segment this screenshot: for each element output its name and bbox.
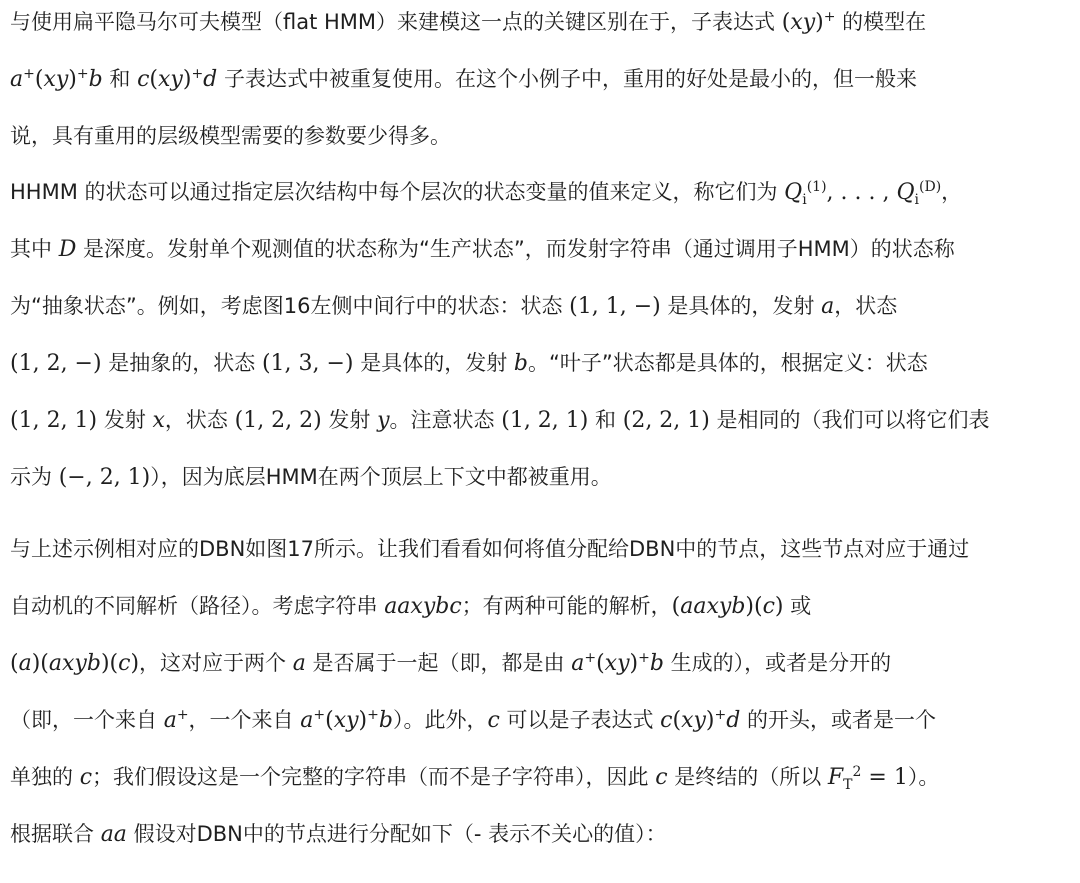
math-run: a <box>18 651 32 676</box>
math-run: , . . . , <box>826 180 897 205</box>
text-run: 是抽象的，状态 <box>101 351 262 375</box>
math-run: c <box>79 765 93 790</box>
text-line <box>10 755 1070 812</box>
math-run: (−, 2, 1) <box>58 465 151 490</box>
text-run: ；有两种可能的解析， <box>461 594 672 618</box>
text-run: 子表达式中被重复使用。在这个小例子中，重用的好处是最小的，但一般来 <box>217 67 917 91</box>
text-run: 发射 <box>97 408 153 432</box>
text-run: 单独的 <box>10 765 80 789</box>
text-line <box>10 812 1070 869</box>
math-run: + <box>584 650 597 666</box>
math-run: ( <box>596 651 605 676</box>
math-run: )( <box>100 651 119 676</box>
paragraph-dbn <box>10 527 1070 869</box>
math-run: + <box>23 66 35 82</box>
text-run: 其中 <box>10 237 59 261</box>
math-run: + <box>76 66 89 82</box>
text-run: 是否属于一起（即，都是由 <box>305 651 572 675</box>
text-run: 发射 <box>321 408 378 432</box>
math-run: c <box>137 67 150 92</box>
math-run: ( <box>671 594 681 619</box>
math-run: c <box>762 594 775 619</box>
text-line <box>10 398 1070 455</box>
math-run: i <box>802 192 807 209</box>
text-run: 或 <box>783 594 812 618</box>
text-run: 。“叶子”状态都是具体的，根据定义：状态 <box>527 351 928 375</box>
math-run: b <box>88 67 103 92</box>
math-run: (1, 1, −) <box>569 294 661 319</box>
text-run: 和 <box>102 67 138 91</box>
text-run: 生成的），或者是分开的 <box>663 651 892 675</box>
math-run: + <box>191 66 204 82</box>
math-run: i <box>914 192 920 209</box>
math-run: a <box>300 708 314 733</box>
text-run: ， <box>941 180 963 204</box>
text-line <box>10 341 1070 398</box>
text-run: 可以是子表达式 <box>499 708 661 732</box>
math-run: xy <box>604 651 630 676</box>
text-line <box>10 584 1070 641</box>
text-run: ），因为底层HMM在两个顶层上下文中都被重用。 <box>150 465 612 489</box>
text-run: 示为 <box>10 465 59 489</box>
math-run: aaxybc <box>384 594 462 619</box>
math-run: + <box>638 650 650 666</box>
math-run: c <box>655 765 668 790</box>
text-run: 和 <box>588 408 623 432</box>
text-run: 说，具有重用的层级模型需要的参数要少得多。 <box>10 124 451 148</box>
text-run: 的开头，或者是一个 <box>740 708 937 732</box>
text-run: ）。此外， <box>392 708 488 732</box>
math-run: ) <box>358 708 368 733</box>
text-run: ，状态 <box>834 294 898 318</box>
text-run: 的模型在 <box>835 10 927 34</box>
math-run: ) <box>705 708 715 733</box>
math-run: ( <box>325 708 334 733</box>
text-line <box>10 114 1070 171</box>
text-line <box>10 527 1070 584</box>
math-run: y <box>377 408 390 433</box>
math-run: aaxyb <box>680 594 746 619</box>
math-run: ) <box>629 651 639 676</box>
math-run: c <box>118 651 131 676</box>
math-run: ) <box>130 651 140 676</box>
math-run: + <box>367 707 379 723</box>
math-run: )( <box>31 651 49 676</box>
math-run: ( <box>34 67 44 92</box>
text-run: ）。 <box>907 765 940 789</box>
math-run: + <box>714 707 727 723</box>
math-run: xy <box>681 708 706 733</box>
text-run: （即，一个来自 <box>10 708 164 732</box>
text-run: ，这对应于两个 <box>139 651 293 675</box>
math-run: ( <box>781 10 791 35</box>
math-run: 2 <box>852 764 862 780</box>
math-run: = 1 <box>861 765 908 790</box>
math-run: (1, 3, −) <box>261 351 354 376</box>
math-run: + <box>176 707 189 723</box>
math-run: xy <box>333 708 359 733</box>
math-run: xy <box>790 10 816 35</box>
math-run: a <box>10 67 24 92</box>
math-run: aa <box>100 822 127 847</box>
text-run: 是相同的（我们可以将它们表 <box>709 408 990 432</box>
text-line <box>10 57 1070 114</box>
math-run: a <box>163 708 177 733</box>
text-run: 。注意状态 <box>389 408 502 432</box>
math-run: Q <box>784 180 803 205</box>
text-line <box>10 455 1070 512</box>
paragraph-reuse <box>10 0 1070 171</box>
math-run: F <box>827 765 844 790</box>
math-run: b <box>378 708 393 733</box>
math-run: b <box>513 351 528 376</box>
math-run: + <box>313 707 326 723</box>
math-run: ( <box>10 651 19 676</box>
text-run: 是终结的（所以 <box>667 765 828 789</box>
text-run: ，一个来自 <box>188 708 301 732</box>
text-line <box>10 0 1070 57</box>
math-run: axyb <box>48 651 101 676</box>
text-run: 是深度。发射单个观测值的状态称为“生产状态”，而发射字符串（通过调用子HMM）的状态称 <box>76 237 955 261</box>
text-line <box>10 284 1070 341</box>
text-run: HHMM 的状态可以通过指定层次结构中每个层次的状态变量的值来定义，称它们为 <box>10 180 785 204</box>
text-run: 假设对DBN中的节点进行分配如下（- 表示不关心的值）： <box>126 822 667 846</box>
math-run: a <box>821 294 835 319</box>
text-run: 是具体的，发射 <box>353 351 514 375</box>
math-run: d <box>203 67 218 92</box>
math-run: ) <box>182 67 192 92</box>
math-run: c <box>660 708 673 733</box>
math-run: ) <box>774 594 784 619</box>
math-run: ( <box>672 708 682 733</box>
math-run: (1, 2, −) <box>10 351 102 376</box>
math-run: b <box>649 651 664 676</box>
math-run: x <box>152 408 165 433</box>
math-run: ) <box>68 67 77 92</box>
math-run: c <box>487 708 500 733</box>
text-line <box>10 641 1070 698</box>
text-line <box>10 698 1070 755</box>
text-run: 与上述示例相对应的DBN如图17所示。让我们看看如何将值分配给DBN中的节点，这些节点对应于通过 <box>10 537 970 561</box>
math-run: (1, 2, 1) <box>10 408 98 433</box>
math-run: D <box>58 237 77 262</box>
text-run: 与使用扁平隐马尔可夫模型（flat HMM）来建模这一点的关键区别在于，子表达式 <box>10 10 782 34</box>
math-run: (D) <box>919 179 942 195</box>
paragraph-hhmm-states <box>10 170 1070 512</box>
math-run: xy <box>158 67 183 92</box>
text-run: 是具体的，发射 <box>660 294 822 318</box>
math-run: ) <box>815 10 824 35</box>
text-line <box>10 227 1070 284</box>
math-run: )( <box>745 594 763 619</box>
text-run: 为“抽象状态”。例如，考虑图16左侧中间行中的状态：状态 <box>10 294 570 318</box>
math-run: (1, 2, 1) <box>501 408 589 433</box>
math-run: a <box>571 651 585 676</box>
math-run: a <box>292 651 306 676</box>
math-run: Q <box>896 180 915 205</box>
text-run: ，状态 <box>164 408 235 432</box>
math-run: xy <box>43 67 69 92</box>
math-run: ( <box>149 67 158 92</box>
math-run: T <box>843 777 853 794</box>
math-run: (1) <box>806 179 827 195</box>
text-run: 自动机的不同解析（路径）。考虑字符串 <box>10 594 385 618</box>
text-run: 根据联合 <box>10 822 101 846</box>
text-run: ；我们假设这是一个完整的字符串（而不是子字符串），因此 <box>92 765 656 789</box>
math-run: + <box>823 9 836 25</box>
math-run: (1, 2, 2) <box>234 408 322 433</box>
math-run: d <box>726 708 741 733</box>
text-line <box>10 170 1070 227</box>
math-run: (2, 2, 1) <box>622 408 710 433</box>
